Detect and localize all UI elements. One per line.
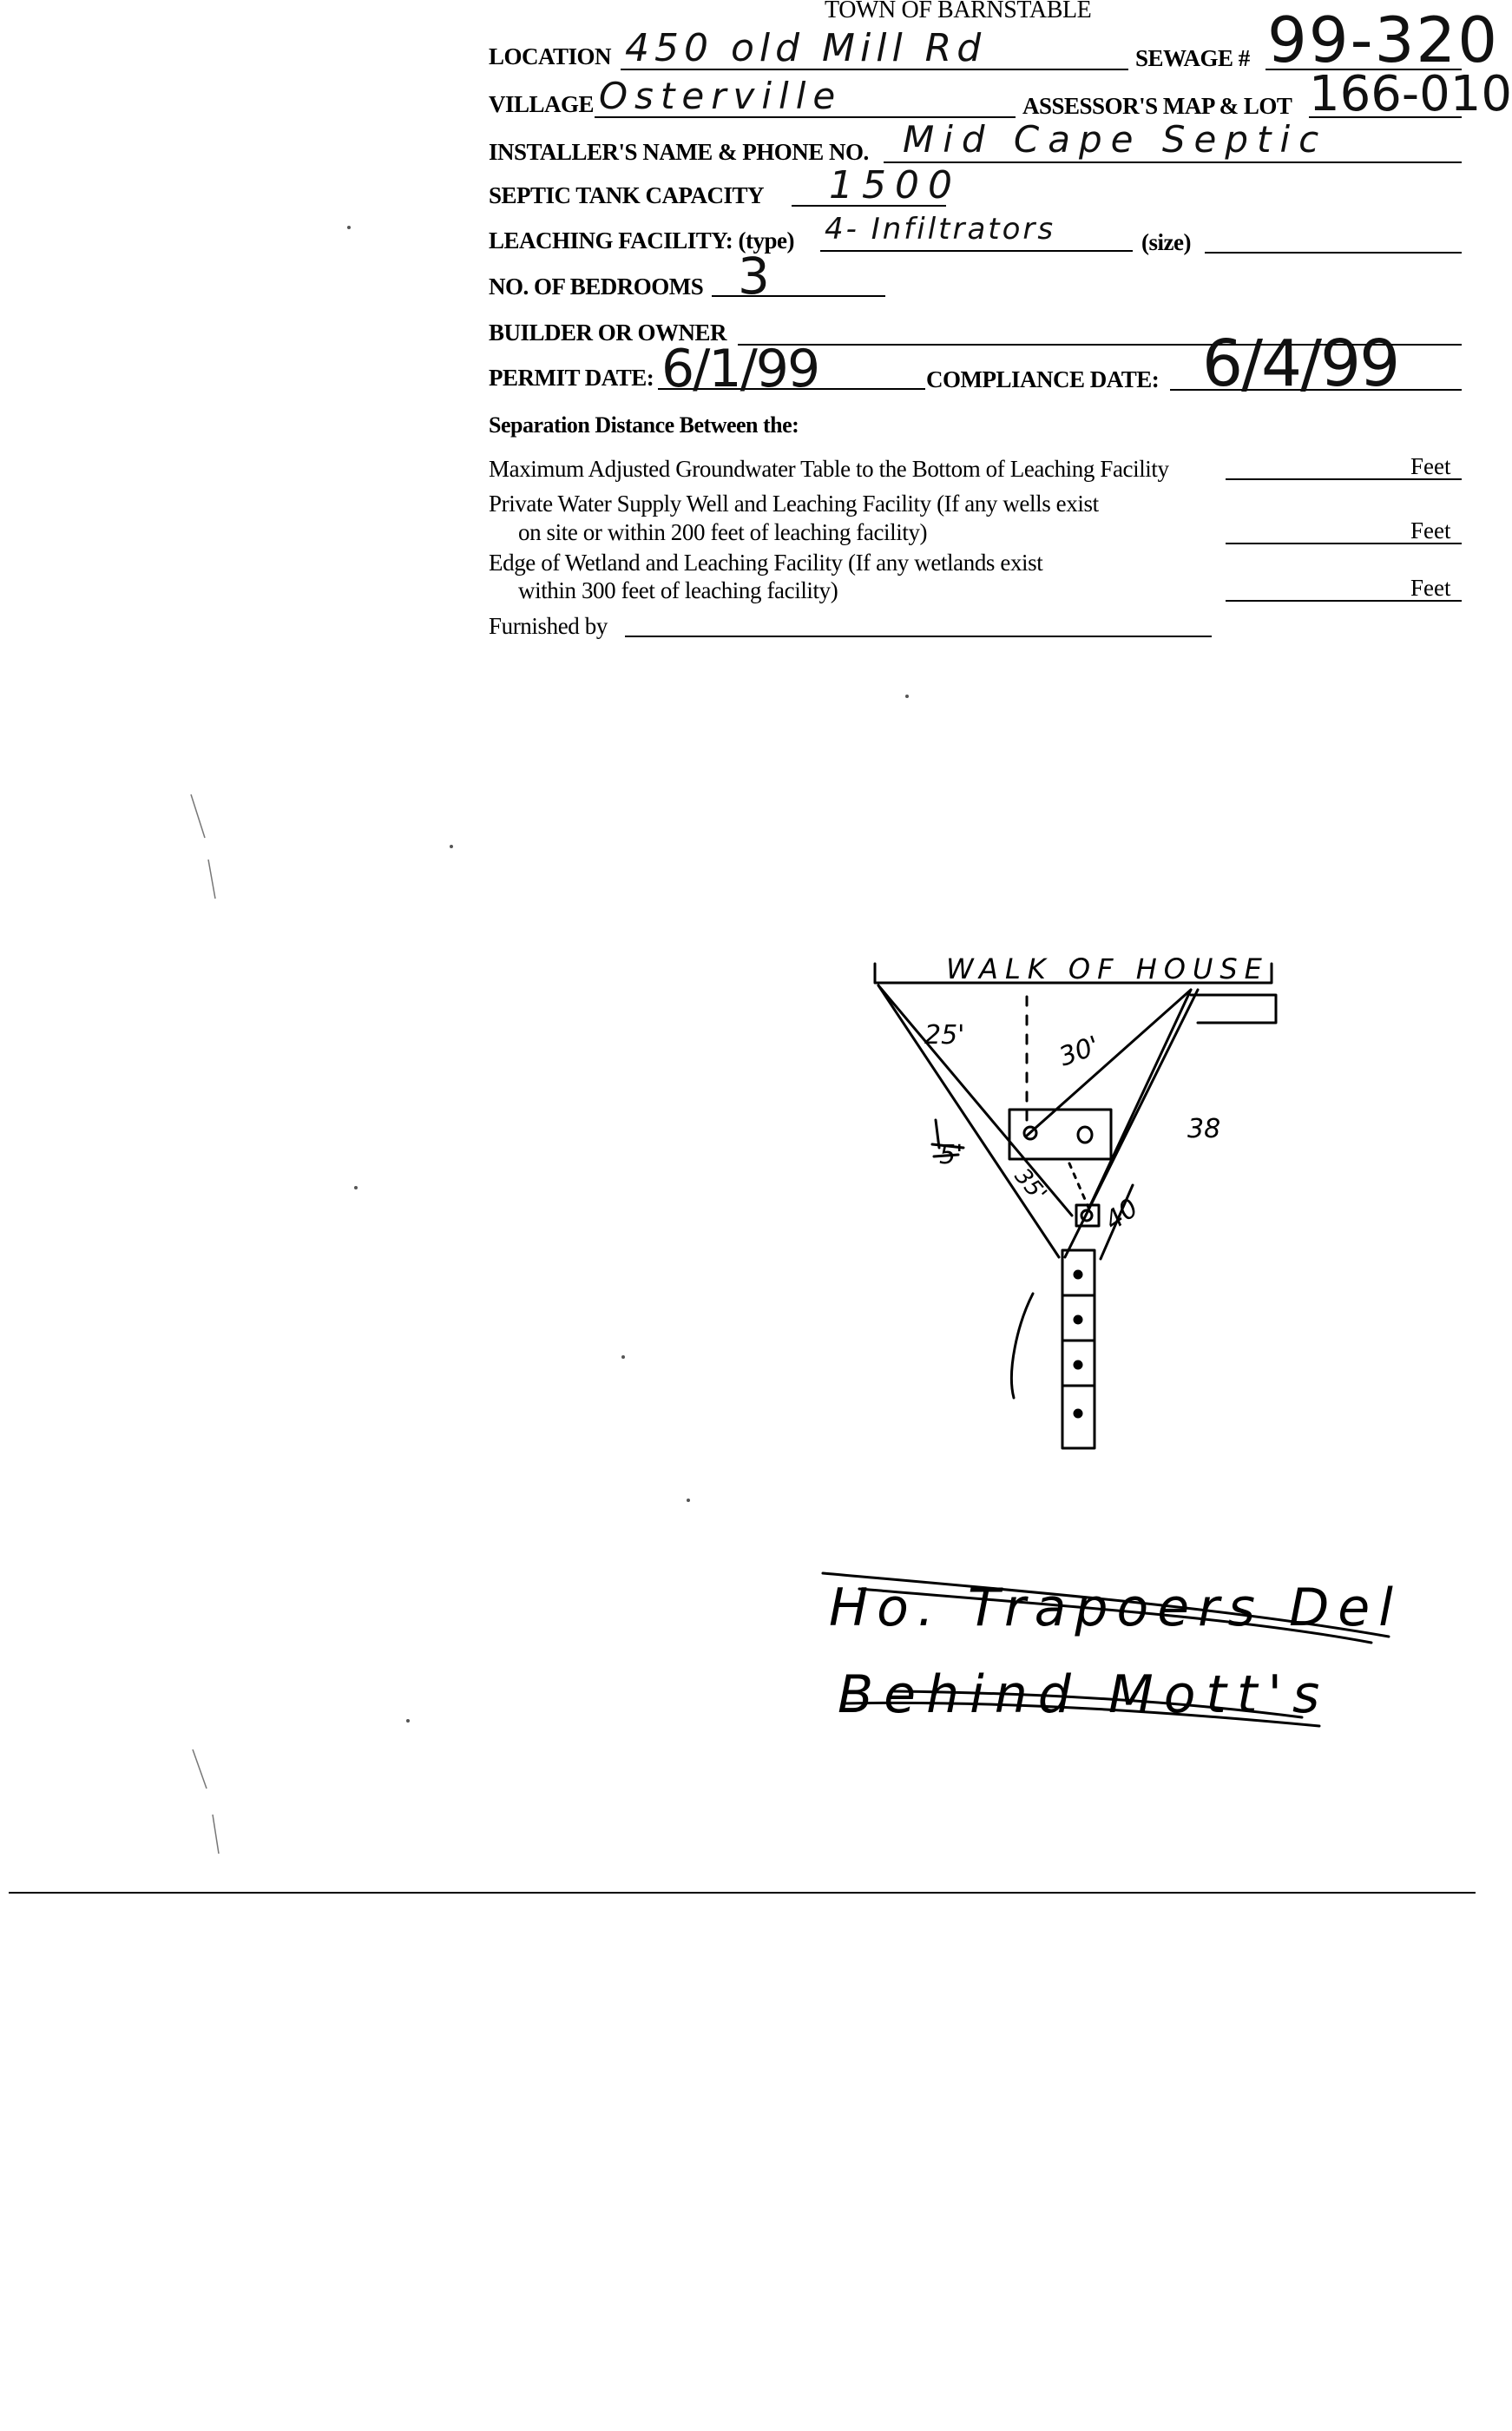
village-value: Osterville: [599, 75, 843, 117]
sketch-dim-5: 5': [939, 1140, 963, 1170]
struck-note-line1: Ho. Trapoers Del: [829, 1578, 1402, 1638]
village-label: VILLAGE: [489, 91, 595, 117]
well-feet-label: Feet: [1410, 517, 1451, 544]
tie-line-right-to-tank: [1027, 990, 1191, 1136]
installer-value: Mid Cape Septic: [903, 118, 1328, 161]
groundwater-feet-label: Feet: [1410, 453, 1451, 479]
wetland-feet-label: Feet: [1410, 575, 1451, 601]
sketch-dim-40: 40: [1099, 1192, 1144, 1237]
permit-value: 6/1/99: [661, 339, 819, 399]
installer-label: INSTALLER'S NAME & PHONE NO.: [489, 139, 869, 165]
form-title: TOWN OF BARNSTABLE: [825, 0, 1092, 23]
separation-row-well-line2: on site or within 200 feet of leaching facility): [518, 519, 928, 545]
sketch-house-label: WALK OF HOUSE: [946, 952, 1269, 985]
separation-row-groundwater: Maximum Adjusted Groundwater Table to the Bottom of Leaching Facility: [489, 456, 1169, 482]
builder-label: BUILDER OR OWNER: [489, 320, 727, 346]
bedrooms-value: 3: [738, 247, 770, 306]
leaching-label: LEACHING FACILITY: (type): [489, 227, 795, 254]
house-offset-outline: [1191, 995, 1276, 1023]
separation-heading: Separation Distance Between the:: [489, 412, 799, 438]
assessor-value: 166-010: [1309, 66, 1512, 122]
tank-value: 1500: [829, 163, 961, 208]
sketch-dim-30: 30': [1055, 1030, 1104, 1073]
struck-note-line2: Behind Mott's: [838, 1664, 1331, 1725]
sewage-value: 99-320: [1267, 3, 1500, 76]
tie-line-left-outer: [878, 985, 1059, 1257]
furnished-label: Furnished by: [489, 613, 608, 639]
sketch-dim-25: 25': [924, 1020, 965, 1051]
size-label: (size): [1141, 229, 1191, 255]
bedrooms-label: NO. OF BEDROOMS: [489, 273, 704, 300]
separation-row-wetland-line1: Edge of Wetland and Leaching Facility (If any wetlands exist: [489, 550, 1043, 576]
location-label: LOCATION: [489, 43, 612, 69]
tank-label: SEPTIC TANK CAPACITY: [489, 182, 765, 208]
location-value: 450 old Mill Rd: [625, 26, 987, 70]
sewage-label: SEWAGE #: [1135, 45, 1250, 71]
compliance-value: 6/4/99: [1202, 326, 1399, 401]
separation-row-wetland-line2: within 300 feet of leaching facility): [518, 577, 838, 603]
assessor-label: ASSESSOR'S MAP & LOT: [1022, 93, 1292, 119]
sketch-dim-35: 35': [1009, 1163, 1052, 1208]
sketch-dim-38: 38: [1187, 1114, 1221, 1144]
tank-outlet: [1078, 1127, 1092, 1143]
permit-label: PERMIT DATE:: [489, 365, 654, 391]
tie-line-right-inner: [1088, 990, 1191, 1211]
separation-row-well-line1: Private Water Supply Well and Leaching Facility (If any wells exist: [489, 491, 1099, 517]
leaching-value: 4- Infiltrators: [825, 212, 1056, 247]
compliance-label: COMPLIANCE DATE:: [926, 366, 1160, 392]
